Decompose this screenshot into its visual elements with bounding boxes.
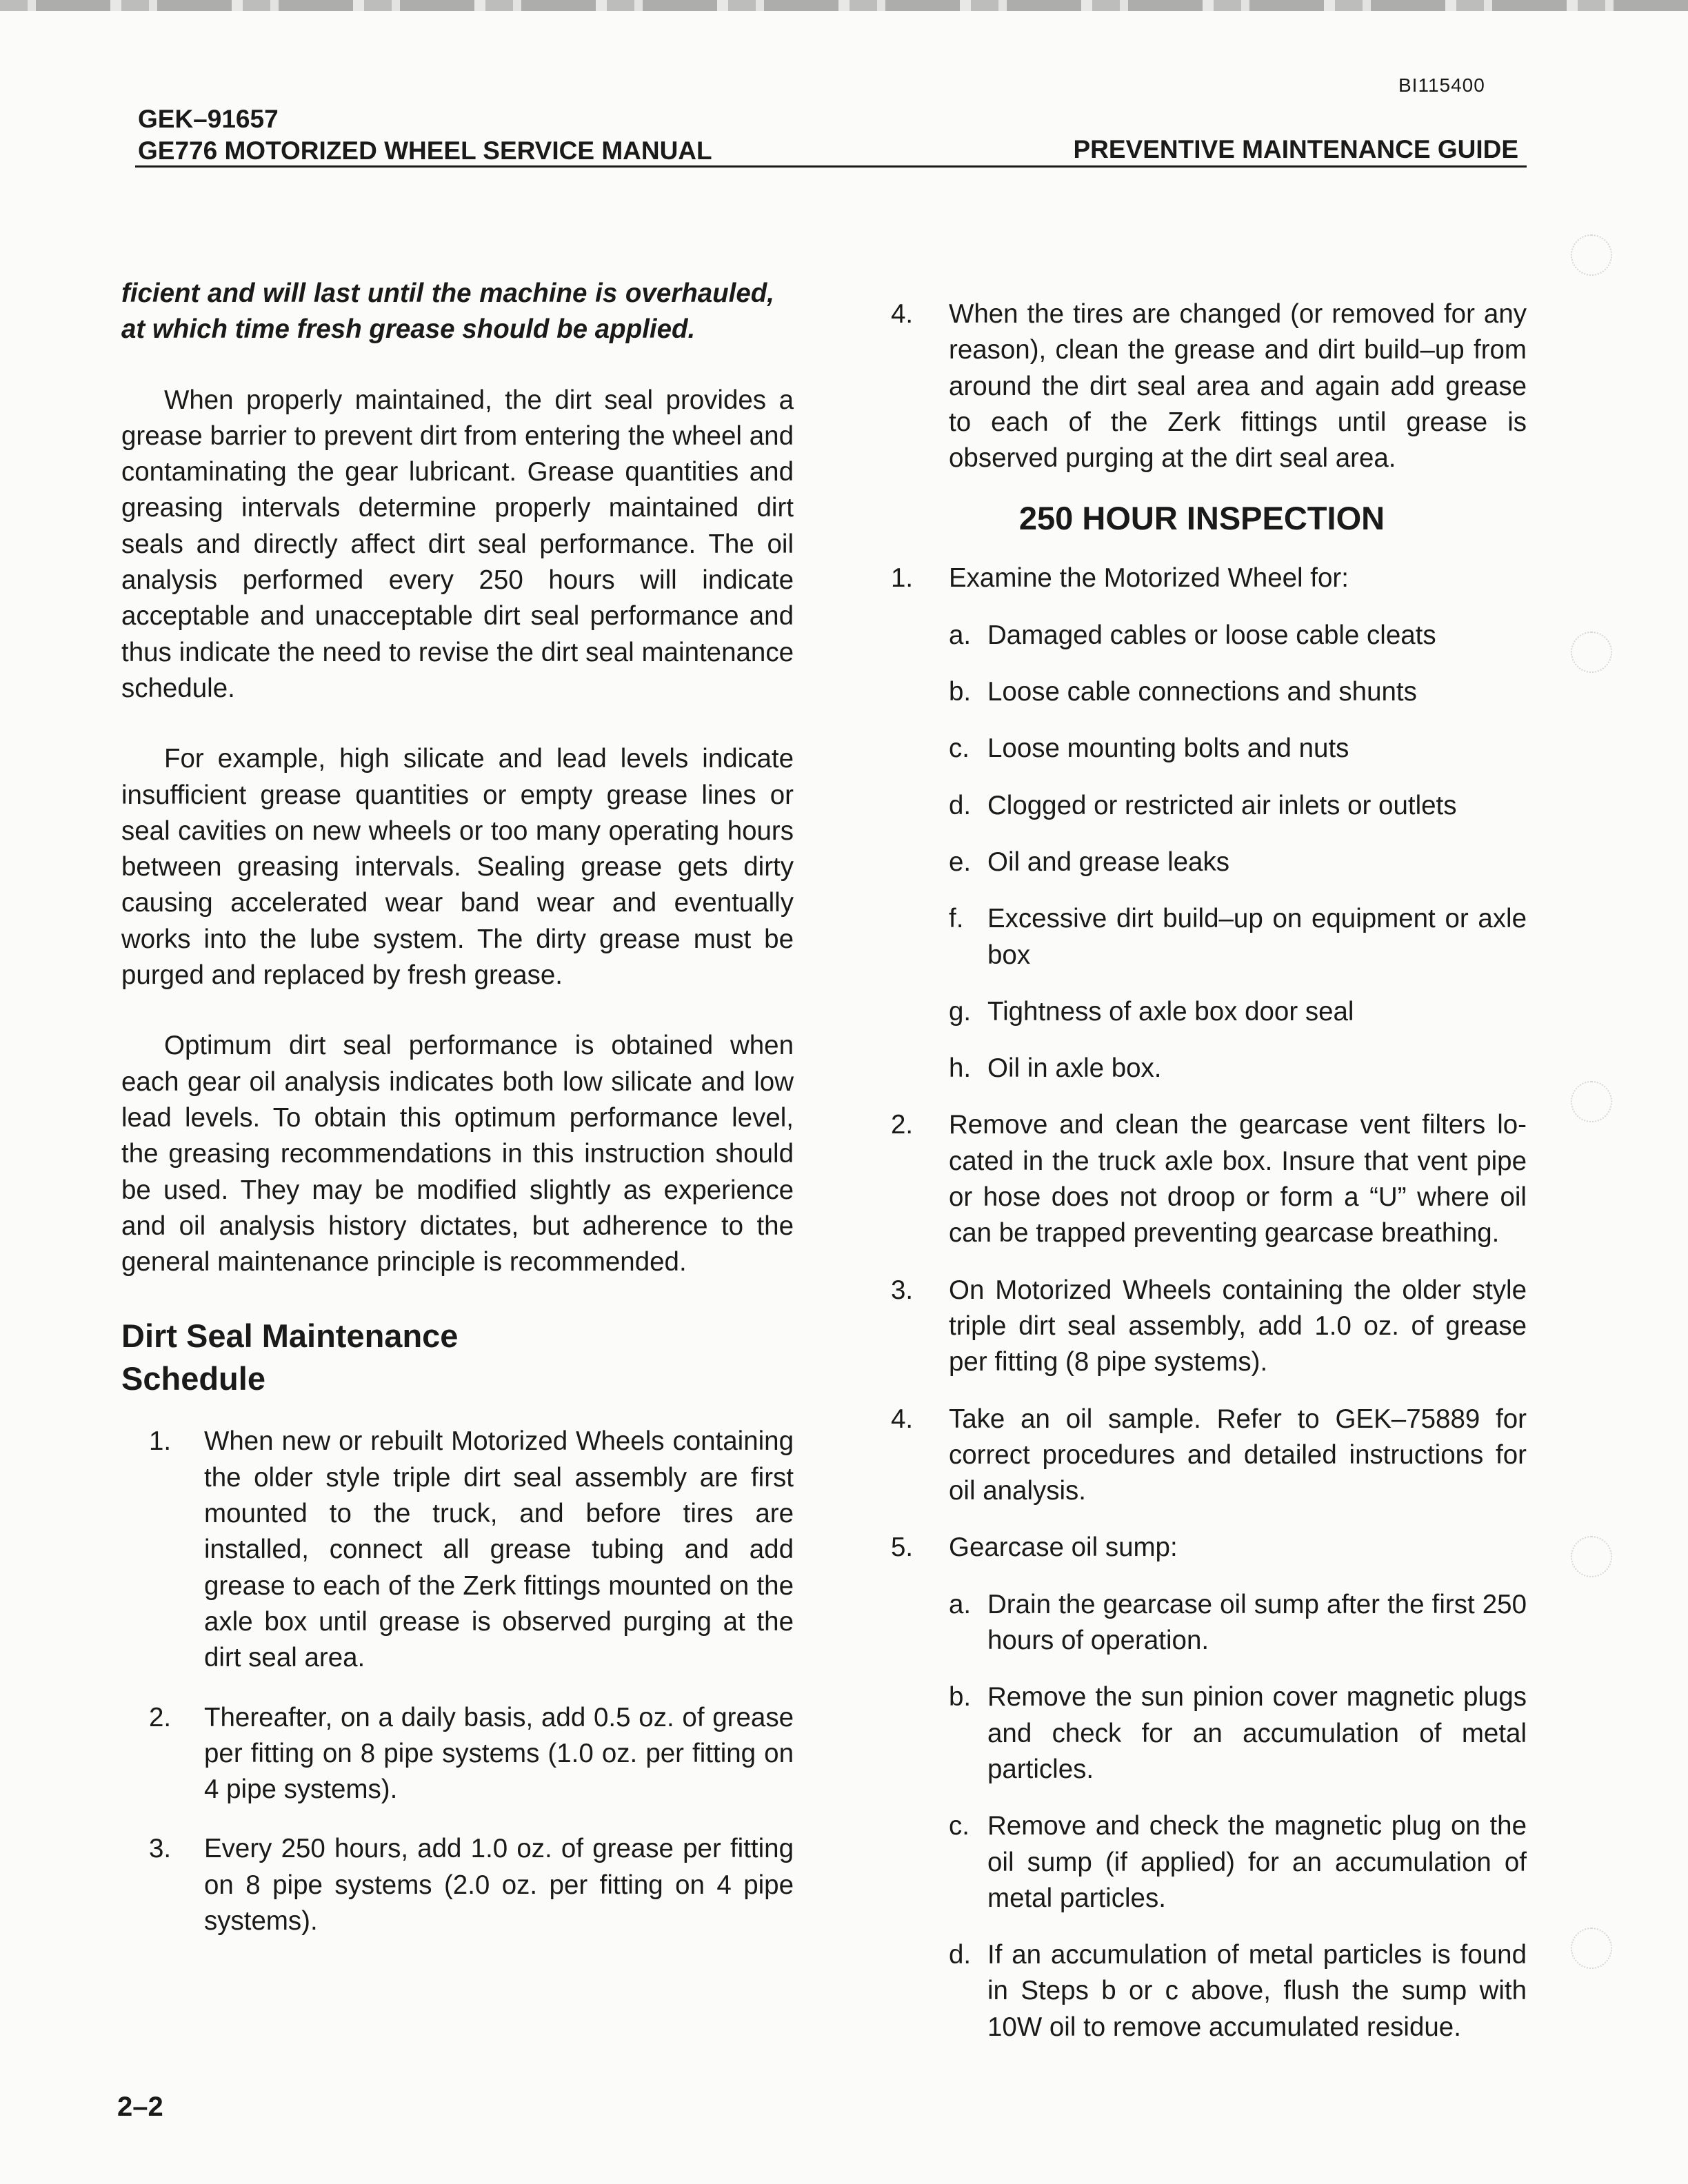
item-number: 5. [891,1533,914,1563]
sub-item [877,1808,1527,1917]
left-column [121,276,794,1939]
sub-item [877,674,1527,710]
sub-letter: c. [949,1811,969,1841]
header-left [138,103,712,167]
subheading [121,1315,794,1400]
sub-item [877,994,1527,1030]
sub-text: Loose cable connections and shunts [987,677,1417,707]
binder-hole-mark [1571,1928,1612,1969]
paragraph-2: For example, high silicate and lead levels indicate insufficient grease quantities or empty grease lines or seal cavities on new wheels or too many operating hours between greasing intervals. Sealing grease gets dirty causing accelerated wear band wear and eventually works into the lube system. The dirty grease must be purged and replaced by fresh grease. [121,744,794,991]
sub-item [877,731,1527,767]
item-text: When new or rebuilt Motorized Wheels containing the older style triple dirt seal assembly are first mounted to the truck, and before tires are installed, connect all grease tubing and add grease to each of the Zerk fittings mounted on the axle box until grease is observed purging at the dirt seal area. [204,1426,794,1673]
item-text: Take an oil sample. Refer to GEK–75889 for correct procedures and detailed instructions for oil analysis. [949,1404,1527,1506]
item-number: 3. [891,1275,914,1305]
item-text: Remove and clean the gearcase vent filters located in the truck axle box. Insure that vent pipe or hose does not droop or form a “U” where oil can be trapped preventing gearcase breathing. [949,1110,1527,1248]
sub-text: Oil in axle box. [987,1053,1162,1084]
item-number: 2. [891,1110,914,1140]
sub-text: Loose mounting bolts and nuts [987,734,1349,764]
subheading-line-2: Schedule [121,1360,265,1397]
inspection-item [877,1530,1527,1566]
binder-hole-mark [1571,1536,1612,1577]
sub-letter: g. [949,996,972,1027]
sub-item [877,1051,1527,1086]
sub-letter: d. [949,790,972,820]
sub-text: Drain the gearcase oil sump after the first 250 hours of operation. [987,1589,1527,1656]
paragraph-3: Optimum dirt seal performance is obtained when each gear oil analysis indicates both low silicate and low lead levels. To obtain this optimum performance level, the greasing recommendations in this instruction should be used. They may be modified slightly as experience and oil analysis history dictates, but adherence to the general maintenance principle is recommended. [121,1031,794,1277]
sub-letter: d. [949,1940,972,1970]
binder-hole-mark [1571,631,1612,673]
list-item [121,1700,794,1808]
sub-item [877,1679,1527,1788]
sub-letter: a. [949,1589,972,1619]
binder-hole-mark [1571,234,1612,276]
sub-letter: b. [949,677,972,707]
list-item [121,1424,794,1676]
sub-text: Tightness of axle box door seal [987,996,1354,1027]
document-id: BI115400 [1398,74,1485,96]
item-text: When the tires are changed (or removed for any reason), clean the grease and dirt build–up from around the dirt seal area and again add grease to each of the Zerk fittings until grease is observed purging at the dirt seal area. [949,299,1527,474]
item-number: 4. [891,299,914,329]
sub-text: If an accumulation of metal particles is found in Steps b or c above, flush the sump with 10W oil to remove accumulated residue. [987,1940,1527,2042]
sub-text: Damaged cables or loose cable cleats [987,620,1436,650]
paragraph-1: When properly maintained, the dirt seal provides a grease barrier to prevent dirt from entering the wheel and contaminating the gear lubricant. Grease quantities and greasing intervals determine properly maintained dirt seals and directly affect dirt seal performance. The oil analysis performed every 250 hours will indicate acceptable and unacceptable dirt seal performance and thus indicate the need to revise the dirt seal maintenance schedule. [121,385,794,703]
sub-item [877,845,1527,880]
item-text: On Motorized Wheels containing the older style triple dirt seal assembly, add 1.0 oz. of grease per fitting (8 pipe systems). [949,1275,1527,1377]
sub-item [877,788,1527,824]
header-rule [135,165,1527,168]
sub-letter: c. [949,734,969,764]
item-number: 1. [891,563,914,594]
item-text: Every 250 hours, add 1.0 oz. of grease per fitting on 8 pipe systems (2.0 oz. per fitting on 4 pipe systems). [204,1834,794,1936]
subheading-line-1: Dirt Seal Maintenance [121,1317,459,1355]
sub-text: Remove the sun pinion cover magnetic plugs and check for an accumulation of metal particles. [987,1682,1527,1784]
item-number: 1. [149,1426,172,1457]
gek-number: GEK–91657 [138,105,279,133]
item-number: 3. [149,1834,172,1864]
list-item [877,296,1527,476]
manual-title: GE776 MOTORIZED WHEEL SERVICE MANUAL [138,136,712,165]
section-heading: 250 HOUR INSPECTION [1018,500,1385,537]
sub-text: Clogged or restricted air inlets or outlets [987,790,1457,820]
inspection-item [877,560,1527,596]
item-number: 4. [891,1404,914,1434]
inspection-item [877,1402,1527,1510]
inspection-item [877,1107,1527,1251]
sub-letter: a. [949,620,972,650]
emphasis-note: ficient and will last until the machine is overhauled, at which time fresh grease should be applied. [121,279,774,345]
sub-letter: e. [949,847,972,877]
sub-item [877,1587,1527,1659]
sub-item [877,1937,1527,2045]
sub-letter: b. [949,1682,972,1712]
list-item [121,1831,794,1939]
sub-text: Oil and grease leaks [987,847,1229,877]
right-column [877,276,1527,2045]
sub-letter: f. [949,904,964,934]
scan-artifact-top [0,0,1688,11]
sub-letter: h. [949,1053,972,1084]
item-text: Examine the Motorized Wheel for: [949,563,1349,594]
item-number: 2. [149,1702,172,1732]
binder-hole-mark [1571,1081,1612,1122]
page-number: 2–2 [117,2092,163,2122]
sub-item [877,618,1527,654]
section-title: PREVENTIVE MAINTENANCE GUIDE [1073,135,1518,163]
sub-text: Remove and check the magnetic plug on the oil sump (if applied) for an accumulation of metal particles. [987,1811,1527,1913]
item-text: Thereafter, on a daily basis, add 0.5 oz. of grease per fitting on 8 pipe systems (1.0 oz. per fitting on 4 pipe systems). [204,1702,794,1805]
sub-item [877,901,1527,973]
item-text: Gearcase oil sump: [949,1533,1178,1563]
inspection-item [877,1273,1527,1381]
sub-text: Excessive dirt build–up on equipment or axle box [987,904,1527,970]
